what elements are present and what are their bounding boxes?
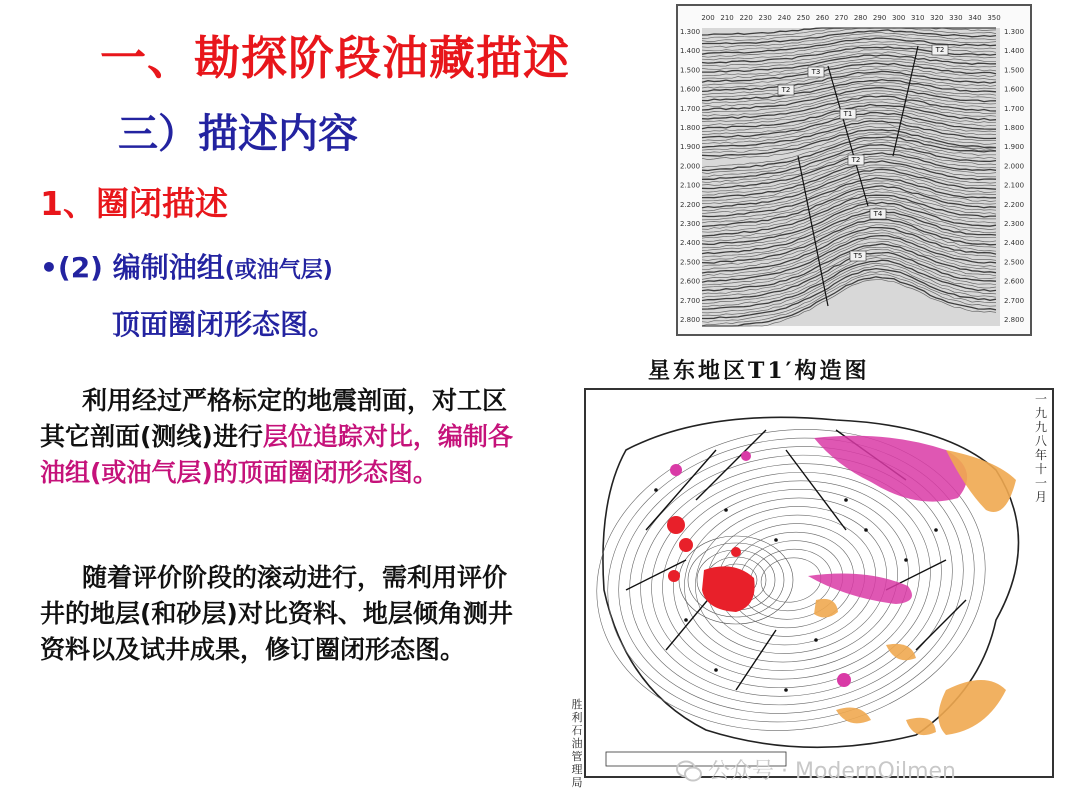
map-well-marker [934, 528, 938, 532]
seismic-time-label: 2.300 [1004, 220, 1025, 228]
seismic-trace-label: 300 [891, 14, 906, 22]
seismic-time-label: 2.700 [1004, 296, 1025, 305]
seismic-time-label: 1.400 [1004, 47, 1025, 56]
seismic-time-label: 2.200 [680, 200, 701, 209]
map-red-spot [679, 538, 693, 552]
map-well-marker [774, 538, 778, 542]
bullet-main: 编制油组 [112, 251, 225, 284]
paragraph-1-highlight: 层位追踪对比，编制各油组(或油气层)的顶面圈闭形态图。 [40, 422, 513, 487]
seismic-horizon-label: T3 [811, 68, 821, 76]
seismic-time-label: 2.200 [1004, 200, 1025, 209]
seismic-time-label: 1.600 [680, 85, 701, 94]
watermark-text: 公众号 · ModernOilmen [708, 759, 956, 784]
map-pink-spot [837, 673, 851, 687]
seismic-trace-label: 250 [796, 14, 811, 22]
bullet-marker: • [40, 251, 58, 284]
paragraph-2 [40, 560, 530, 668]
seismic-trace-label: 290 [872, 14, 887, 22]
seismic-horizon-label: T5 [853, 252, 863, 260]
seismic-time-label: 2.600 [680, 277, 701, 286]
seismic-horizon-label: T2 [781, 86, 791, 94]
bullet-item [40, 246, 333, 286]
map-well-marker [844, 498, 848, 502]
seismic-time-label: 1.500 [1004, 66, 1025, 75]
seismic-time-label: 1.900 [1004, 143, 1025, 152]
paragraph-1-text: 利用经过严格标定的地震剖面，对工区其它剖面(测线)进行 [40, 386, 508, 451]
watermark [676, 754, 956, 788]
seismic-trace-label: 260 [815, 14, 830, 22]
seismic-trace-label: 200 [701, 14, 715, 22]
seismic-time-label: 2.000 [680, 162, 701, 171]
paragraph-1 [40, 383, 530, 491]
seismic-time-label: 1.300 [680, 28, 701, 36]
seismic-time-label: 2.400 [1004, 239, 1025, 248]
seismic-time-label: 1.400 [680, 47, 701, 56]
map-well-marker [864, 528, 868, 532]
seismic-trace-label: 330 [949, 14, 963, 22]
seismic-trace-label: 270 [834, 14, 849, 22]
wechat-icon [676, 760, 702, 788]
seismic-time-label: 2.600 [1004, 277, 1025, 286]
seismic-time-label: 2.500 [1004, 258, 1025, 267]
page-title: 一、勘探阶段油藏描述 [100, 31, 570, 85]
seismic-time-label: 2.400 [680, 239, 701, 248]
map-well-marker [814, 638, 818, 642]
map-pink-spot [741, 451, 751, 461]
seismic-time-label: 2.800 [680, 316, 701, 324]
seismic-horizon-label: T1 [843, 110, 853, 118]
bullet-paren: (或油气层) [224, 258, 333, 283]
seismic-time-label: 2.700 [680, 296, 701, 305]
seismic-horizon-label: T2 [935, 46, 945, 54]
seismic-time-label: 2.100 [1004, 181, 1025, 190]
map-title: 星东地区T1′构造图 [648, 358, 870, 384]
subsection-heading: 1、圈闭描述 [40, 184, 228, 223]
seismic-time-label: 1.700 [680, 104, 701, 113]
seismic-time-label: 2.500 [680, 258, 701, 267]
seismic-time-label: 2.300 [680, 220, 701, 228]
seismic-trace-label: 220 [739, 14, 753, 22]
structure-map-svg [586, 390, 1052, 776]
map-pink-spot [670, 464, 682, 476]
seismic-trace-label: 240 [777, 14, 791, 22]
map-well-marker [784, 688, 788, 692]
paragraph-2-text: 随着评价阶段的滚动进行，需利用评价井的地层(和砂层)对比资料、地层倾角测井资料以及试井成果，修订圈闭形态图。 [40, 563, 513, 664]
seismic-trace-label: 280 [853, 14, 868, 22]
seismic-time-label: 2.100 [680, 181, 701, 190]
seismic-trace-label: 350 [987, 14, 1001, 22]
map-well-marker [684, 618, 688, 622]
seismic-time-label: 2.000 [1004, 162, 1025, 171]
map-red-spot [731, 547, 741, 557]
seismic-time-label: 1.800 [1004, 124, 1025, 132]
map-well-marker [654, 488, 658, 492]
seismic-time-label: 1.800 [680, 124, 701, 132]
seismic-trace-label: 340 [968, 14, 982, 22]
bullet-continuation: 顶面圈闭形态图。 [112, 308, 337, 341]
seismic-time-label: 1.900 [680, 143, 701, 152]
seismic-horizon-label: T4 [873, 210, 883, 218]
seismic-trace-label: 320 [930, 14, 944, 22]
map-well-marker [724, 508, 728, 512]
map-well-marker [714, 668, 718, 672]
structure-map-image [584, 388, 1054, 778]
map-organization: 胜 利 石 油 管 理 局 [571, 698, 583, 789]
seismic-trace-label: 210 [720, 14, 734, 22]
seismic-time-label: 1.300 [1004, 28, 1025, 36]
seismic-time-label: 1.700 [1004, 104, 1025, 113]
map-date: 一 九 九 八 年 十 一 月 [1034, 392, 1047, 504]
seismic-section-image [676, 4, 1032, 336]
seismic-section-svg [678, 6, 1030, 334]
section-subtitle: 三）描述内容 [118, 111, 358, 157]
map-well-marker [904, 558, 908, 562]
bullet-number: (2) [57, 251, 103, 284]
seismic-trace-label: 230 [758, 14, 772, 22]
seismic-time-label: 1.600 [1004, 85, 1025, 94]
map-red-spot [668, 570, 680, 582]
map-red-spot [667, 516, 685, 534]
seismic-time-label: 2.800 [1004, 316, 1025, 324]
seismic-horizon-label: T2 [851, 156, 861, 164]
seismic-trace-label: 310 [911, 14, 925, 22]
seismic-time-label: 1.500 [680, 66, 701, 75]
